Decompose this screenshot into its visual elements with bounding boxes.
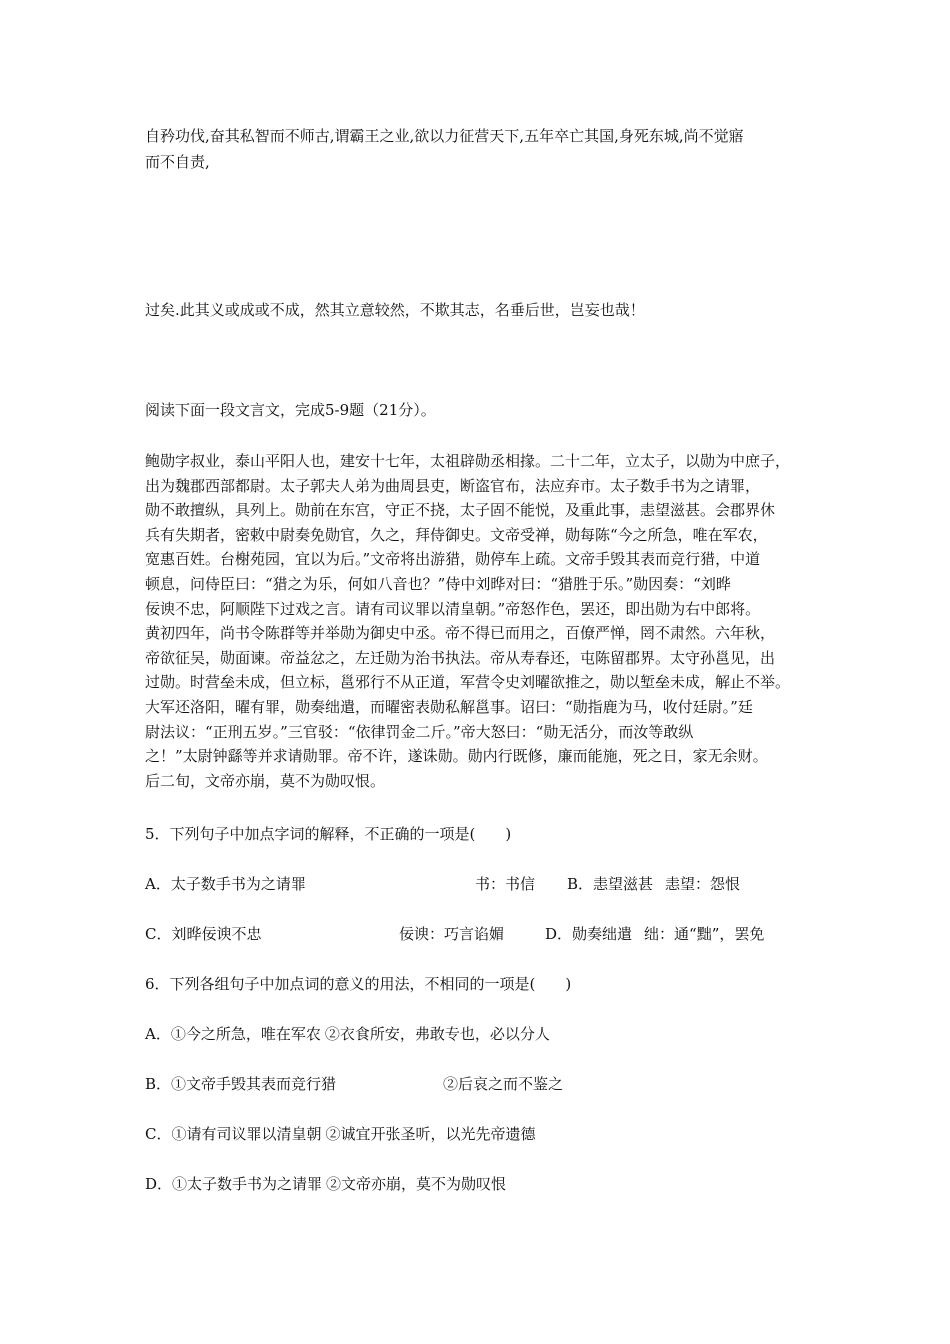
option-a-gloss: 书：书信	[475, 875, 536, 893]
passage-line: 过勋。时营垒未成，但立标，邕邪行不从正道，军营令史刘曜欲推之，勋以堑垒未成，解止不举。	[145, 673, 791, 692]
intro-line-3: 过矣.此其义或成或不成，然其立意较然，不欺其志，名垂后世，岂妄也哉！	[145, 301, 645, 319]
passage-line: 大军还洛阳，曜有罪，勋奏绌遣，而曜密表勋私解邕事。诏曰：“勋指鹿为马，收付廷尉。”廷	[145, 697, 753, 716]
option-a-second: ②衣食所安，弗敢专也，必以分人	[324, 1025, 550, 1043]
option-b-gloss: 恚望：怨恨	[665, 875, 741, 893]
question-6-option-c	[145, 1121, 825, 1147]
passage-line: 佞谀不忠，阿顺陛下过戏之言。请有司议罪以清皇朝。”帝怒作色，罢还，即出勋为右中郎将。	[145, 599, 761, 618]
passage-line: 尉法议：“正刑五岁。”三官驳：“依律罚金二斤。”帝大怒曰：“勋无活分，而汝等敢纵	[145, 722, 694, 741]
passage-line: 出为魏郡西部都尉。太子郭夫人弟为曲周县吏，断盗官布，法应弃市。太子数手书为之请罪，	[145, 476, 761, 495]
option-a: A．太子数手书为之请罪	[145, 875, 306, 893]
option-c-first: C．①请有司议罪以清皇朝	[145, 1125, 322, 1143]
passage-line: 黄初四年，尚书令陈群等并举勋为御史中丞。帝不得已而用之，百僚严惮，罔不肃然。六年秋，	[145, 624, 776, 643]
question-5-stem: 5．下列句子中加点字词的解释，不正确的一项是( )	[145, 825, 512, 843]
question-6-option-d	[145, 1171, 825, 1197]
option-c-gloss: 佞谀：巧言谄媚	[399, 925, 505, 943]
passage-line: 顿息，问侍臣曰：“猎之为乐，何如八音也？”侍中刘晔对曰：“猎胜于乐。”勋因奏：“刘晔	[145, 574, 731, 593]
question-5-options-cd	[145, 921, 825, 947]
intro-line-1: 自矜功伐,奋其私智而不师古,谓霸王之业,欲以力征营天下,五年卒亡其国,身死东城,尚不觉寤	[145, 127, 744, 145]
option-b-first: B．①文帝手毁其表而竞行猎	[145, 1075, 337, 1093]
option-b: B．恚望滋甚	[567, 875, 654, 893]
passage-line: 宽惠百姓。台榭苑园，宜以为后。”文帝将出游猎，勋停车上疏。文帝手毁其表而竞行猎，中道	[145, 550, 761, 569]
option-b-second: ②后哀之而不鉴之	[443, 1075, 564, 1093]
option-c-second: ②诚宜开张圣听，以光先帝遗德	[325, 1125, 536, 1143]
question-6-option-a	[145, 1021, 825, 1047]
passage-line: 之！”太尉钟繇等并求请勋罪。帝不许，遂诛勋。勋内行既修，廉而能施，死之日，家无余财。	[145, 747, 768, 766]
passage-line: 鲍勋字叔业，泰山平阳人也，建安十七年，太祖辟勋丞相掾。二十二年，立太子，以勋为中庶子，	[145, 452, 791, 470]
option-d-second: ②文帝亦崩，莫不为勋叹恨	[326, 1175, 507, 1193]
passage-line: 兵有失期者，密敕中尉奏免勋官，久之，拜侍御史。文帝受禅，勋每陈“今之所急，唯在军农，	[145, 525, 768, 544]
passage-line: 勋不敢擅纵，具列上。勋前在东宫，守正不挠，太子固不能悦，及重此事，恚望滋甚。会郡界休	[145, 501, 776, 520]
classical-passage	[145, 449, 825, 793]
question-6-stem: 6．下列各组句子中加点词的意义的用法，不相同的一项是( )	[145, 975, 572, 993]
option-d-first: D．①太子数手书为之请罪	[145, 1175, 323, 1193]
passage-line: 帝欲征吴，勋面谏。帝益忿之，左迁勋为治书执法。帝从寿春还，屯陈留郡界。太守孙邕见，出	[145, 648, 776, 667]
question-6-option-b	[145, 1071, 825, 1097]
option-d-gloss: 绌：通“黜”，罢免	[644, 925, 765, 943]
option-c: C．刘晔佞谀不忠	[145, 925, 262, 943]
intro-line-2: 而不自责,	[145, 153, 210, 171]
reading-instruction: 阅读下面一段文言文，完成5-9题（21分）。	[145, 401, 436, 419]
option-d: D．勋奏绌遣	[545, 925, 633, 943]
option-a-first: A．①今之所急，唯在军农	[145, 1025, 321, 1043]
question-5-options-ab	[145, 871, 825, 897]
passage-line: 后二旬，文帝亦崩，莫不为勋叹恨。	[145, 771, 386, 790]
